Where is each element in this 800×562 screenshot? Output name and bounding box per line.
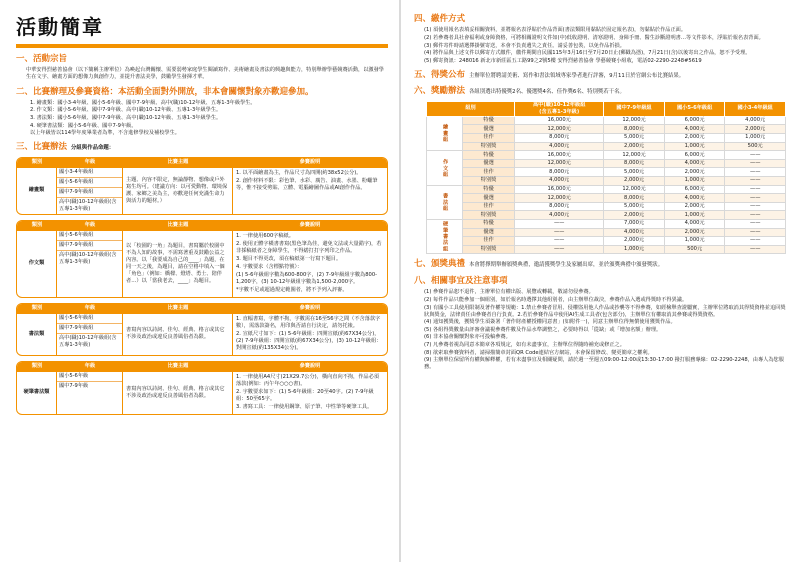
category-body <box>17 168 387 214</box>
category-header <box>17 221 387 231</box>
prize-amount: 4,000元 <box>664 159 725 168</box>
prize-col-senior: 高中(職)10-12年級組 (含五專1-3年級) <box>515 101 604 116</box>
category-theme: 書寫內容以詩詞、佳句、經典、格言或其它不涉及政治或違反良善風俗者為限。 <box>123 314 233 355</box>
grade-item: 國小3-4年級組 <box>57 168 122 178</box>
header-category: 類別 <box>31 305 43 312</box>
awards-body: 各組別選出特優獎2名、優選獎4名、佳作獎6名、特別獎若干名。 <box>469 89 625 96</box>
header-category: 類別 <box>31 159 43 165</box>
grade-list <box>57 372 123 414</box>
prize-amount: 2,000元 <box>725 125 786 134</box>
list-item: (3) 有國小工具使用限制及著作權等規範：1.禁止參賽者冒用、侵權盜用他人作品或抄襲等不得參賽，如經檢舉查證屬實，主辦單位將取消其得獎資格並追回獎狀與獎金，法律責任由參賽者自行負責。2.若於參賽作品中使用AI生成工具者(包含部分)，主辦單位有權取消其參賽或得獎資格。 <box>424 304 786 318</box>
grade-item: 高中(職)10-12年級組(含五專1-3年級) <box>59 251 117 265</box>
prize-rank: 優選 <box>463 194 515 203</box>
prize-row <box>427 177 786 186</box>
category-body <box>17 231 387 297</box>
grade-item: 高中(職)10-12年級組(含五專1-3年級) <box>59 198 117 212</box>
category-box-painting <box>16 157 388 215</box>
prize-amount: 2,000元 <box>604 211 665 220</box>
category-header <box>17 362 387 372</box>
prize-rank: 優選 <box>463 125 515 134</box>
prize-amount: 1,000元 <box>664 211 725 220</box>
eligibility-heading-emphasis: 本活動全面對外開放，非本會關懷對象亦歡迎參加。 <box>118 86 314 97</box>
category-name: 繪畫類 <box>17 168 57 214</box>
category-header <box>17 304 387 314</box>
grade-list <box>57 168 123 214</box>
prize-amount: 2,000元 <box>604 142 665 151</box>
prize-amount: —— <box>725 151 786 160</box>
prize-group-name: 硬筆書法組 <box>427 220 463 254</box>
list-item: 1. 繪畫類：國小3-4年級、國小5-6年級、國中7-9年級、高中(職)10-12年級、五專1-3年級學生。 <box>30 99 256 106</box>
prize-amount: 16,000元 <box>515 185 604 194</box>
prize-amount: 12,000元 <box>515 125 604 134</box>
grade-item: 國小5-6年級組 <box>57 231 122 241</box>
grade-item: 國小5-6年級組 <box>57 178 122 188</box>
announcement-body: 主辦單位將聘請美術、寫作和書法領域專家學者進行評審，9月11日於官網公布比賽結果。 <box>469 72 685 79</box>
header-theme: 比賽主題 <box>167 222 189 229</box>
list-item: (6) 非本協會關懷對象亦可投稿參賽。 <box>424 334 511 341</box>
prize-rank: 佳作 <box>463 168 515 177</box>
section-eligibility-heading <box>16 87 388 98</box>
prize-amount: 4,000元 <box>664 125 725 134</box>
prize-amount: 1,000元 <box>664 237 725 246</box>
grade-item: 國中7-9年級 <box>59 383 89 390</box>
prize-row <box>427 151 786 160</box>
prize-amount: 2,000元 <box>664 134 725 143</box>
note-item: 4. 字數要求（含標點符號）： <box>236 263 303 270</box>
prize-amount: 16,000元 <box>515 116 604 125</box>
prize-amount: —— <box>725 228 786 237</box>
header-notes: 參賽說明 <box>299 305 321 312</box>
note-item: 2. 宣紙尺寸如下：(1) 5-6年級組：四開宣紙(約67X34公分)，(2) 7-9年級組：四開宣紙(約67X34公分)，(3) 10-12年級組：對開宣紙(約135X34公分)。 <box>236 330 382 351</box>
prize-rank: 特優 <box>463 116 515 125</box>
prize-amount: 1,000元 <box>664 142 725 151</box>
prize-amount: 6,000元 <box>664 185 725 194</box>
category-notes <box>233 168 387 214</box>
category-box-calligraphy <box>16 303 388 356</box>
note-item: (1) 5-6年級組字數為600-800字，(2) 7-9年級組字數為800-1,200字，(3) 10-12年級組字數為1,500-2,000字。 <box>236 271 378 285</box>
eligibility-heading-text: 二、比賽辦理及參賽資格： <box>16 86 119 97</box>
prize-row <box>427 220 786 229</box>
prize-rank: 特別獎 <box>463 177 515 186</box>
prize-amount: 1,000元 <box>725 134 786 143</box>
category-body <box>17 314 387 355</box>
prize-amount: 8,000元 <box>604 159 665 168</box>
prize-amount: —— <box>515 228 604 237</box>
prize-rank: 特別獎 <box>463 142 515 151</box>
category-box-hard-pen <box>16 361 388 415</box>
header-theme: 比賽主題 <box>167 305 189 312</box>
prize-amount: 2,000元 <box>664 228 725 237</box>
note-item: 1. 一律使用600字稿紙。 <box>236 232 294 239</box>
prize-amount: 16,000元 <box>515 151 604 160</box>
prize-amount: —— <box>725 177 786 186</box>
prize-rank: 優選 <box>463 228 515 237</box>
list-item: (5) 郵寄資訊：248016 新北市新莊區五工路99之2號5樓 安得烈慈善協會 學藝競賽小組收，電話02-2290-2248#5619 <box>424 57 702 64</box>
prize-row <box>427 116 786 125</box>
prize-row <box>427 245 786 254</box>
eligibility-list <box>30 100 388 137</box>
header-grade: 年級 <box>84 305 96 312</box>
note-item: 1. 以平面繪畫為主，作品尺寸為四開(約38x52公分)。 <box>236 169 362 176</box>
category-theme: 書寫內容以詩詞、佳句、經典、格言或其它不涉及政治或違反良善風俗者為限。 <box>123 372 233 414</box>
prize-amount: 12,000元 <box>604 151 665 160</box>
list-item: (9) 主辦單位保留所有權與解釋權，若有未盡事宜及相關疑問，請於週一至週五09:00-12:00或13:30-17:00 撥打服務專線：02-2290-2248，由專人為您服務。 <box>424 357 784 371</box>
prize-row <box>427 168 786 177</box>
grade-item: 高中(職)10-12年級組(含五專1-3年級) <box>59 334 117 348</box>
header-grade: 年級 <box>84 222 96 229</box>
list-item: (8) 欲索取參賽資料者，請掃描簡章封面QR Code連結官方網站，本會保留修改、變更簡章之權利。 <box>424 349 653 356</box>
header-notes: 參賽說明 <box>299 363 321 370</box>
list-item: (2) 每件作品只能參加一個組別，如於報名時選擇其他組別者，由主辦單位裁決，參賽作品入選或得獎時不得異議。 <box>424 296 688 303</box>
prize-amount: —— <box>725 168 786 177</box>
prize-amount: 4,000元 <box>515 211 604 220</box>
category-theme: 主題、內容不限定，無論靜物、想像或戶外寫生均可。（建議方向：以可愛動物、環境保護、家鄉之美為主，亦歡迎任何充滿生命力與活力的題材。） <box>123 168 233 214</box>
rules-heading-text: 三、比賽辦法 <box>16 142 68 153</box>
prize-amount: 2,000元 <box>664 202 725 211</box>
grade-item: 國小5-6年級 <box>57 372 122 382</box>
prize-amount: 12,000元 <box>604 116 665 125</box>
grade-item: 國中7-9年級組 <box>57 188 122 198</box>
header-category: 類別 <box>31 363 43 370</box>
prize-rank: 佳作 <box>463 237 515 246</box>
prize-amount: 12,000元 <box>604 185 665 194</box>
prize-amount: —— <box>725 185 786 194</box>
prize-amount: 12,000元 <box>515 159 604 168</box>
note-item: 1. 直幅書寫，字體不拘，字數需在16至56字之間（不含落款字數），需落款簽名，用印與否請自行決定，請勿托裱。 <box>236 315 381 329</box>
prize-amount: —— <box>725 194 786 203</box>
grade-item: 國小5-6年級組 <box>57 314 122 324</box>
prize-amount: 4,000元 <box>604 228 665 237</box>
prize-amount: —— <box>725 211 786 220</box>
prize-row <box>427 194 786 203</box>
ceremony-heading-text: 七、頒獎典禮 <box>414 259 466 270</box>
prize-row <box>427 202 786 211</box>
title-underline <box>16 44 388 48</box>
list-item: (4) 通知獲獎後，獲獎學生須簽署「著作財產權授權同意書」(如附件一)，同意主辦單位得無償使用獲獎作品。 <box>424 319 676 326</box>
list-item: 2. 作文類：國小5-6年級、國中7-9年級、高中(職)10-12年級、五專1-3年級學生。 <box>30 107 222 114</box>
list-item: (4) 將作品與上述文件以郵寄方式繳件，繳件期間自民國115年3月16日至7月20日止(郵戳為憑)，7月21日(含)以後寄出之作品，恕不予受理。 <box>424 50 751 57</box>
list-item: 4. 硬筆書法類：國小5-6年級、國中7-9年級。 <box>30 122 137 129</box>
list-item: (3) 郵件寄件時請選擇掛號寄送，本會不負責遺失之責任。請妥善包裝，以免作品折損。 <box>424 42 625 49</box>
note-item: 2. 字數要求如下：(1) 5-6年級組：20至40字。(2) 7-9年級組：50至65字。 <box>236 388 374 402</box>
awards-heading-text: 六、獎勵辦法 <box>414 86 466 97</box>
prize-amount: 1,000元 <box>604 245 665 254</box>
category-body <box>17 372 387 414</box>
note-item: 1. 一律使用A4尺寸(21X29.7公分)，橫向直向不拘，作品必須落款(例如：丙午年○○○書)。 <box>236 373 379 387</box>
prize-col-group: 組別 <box>427 101 515 116</box>
category-name: 書法類 <box>17 314 57 355</box>
header-grade: 年級 <box>84 363 96 370</box>
grade-list <box>57 314 123 355</box>
prize-rank: 特優 <box>463 151 515 160</box>
prize-row <box>427 228 786 237</box>
prize-table-body <box>427 116 786 254</box>
prize-amount: 8,000元 <box>515 168 604 177</box>
header-category: 類別 <box>31 222 43 229</box>
prize-amount: 2,000元 <box>604 177 665 186</box>
section-notes-heading: 八、相關事宜及注意事項 <box>414 275 508 286</box>
prize-col-junior: 國中7-9年級組 <box>604 101 665 116</box>
grade-item: 國中7-9年級組 <box>57 324 122 334</box>
prize-row <box>427 142 786 151</box>
section-ceremony-heading <box>414 259 786 270</box>
prize-amount: 5,000元 <box>604 168 665 177</box>
note-item: 3. 題目不得更改，須在稿紙第一行寫下題目。 <box>236 255 342 262</box>
grade-item: 國中7-9年級組 <box>57 241 122 251</box>
category-notes <box>233 314 387 355</box>
section-purpose-heading: 一、活動宗旨 <box>16 54 68 64</box>
note-item: 2. 使用正體字橫書書寫(黑色筆為佳，避免文法或大量錯字)，若非採稿紙者之身障學生，不得繕打打字列印之作品。 <box>236 240 382 254</box>
prize-rank: 特別獎 <box>463 245 515 254</box>
prize-amount: —— <box>515 237 604 246</box>
header-theme: 比賽主題 <box>167 363 189 370</box>
prize-group-name: 書法組 <box>427 185 463 219</box>
prize-amount: —— <box>725 202 786 211</box>
header-notes: 參賽說明 <box>299 159 321 165</box>
prize-table <box>426 101 786 255</box>
prize-row <box>427 185 786 194</box>
prize-rank: 佳作 <box>463 202 515 211</box>
prize-amount: —— <box>515 220 604 229</box>
rules-subheading: 分組與作品命題： <box>71 145 115 152</box>
header-theme: 比賽主題 <box>167 159 189 165</box>
prize-amount: 4,000元 <box>664 220 725 229</box>
prize-col-elem56: 國小5-6年級組 <box>664 101 725 116</box>
list-item: 3. 書法類：國小5-6年級、國中7-9年級、高中(職)10-12年級、五專1-3年級學生。 <box>30 115 222 121</box>
list-item: (1) 須使用報名表填妥相關資料，並將報名表浮貼於作品背面(書法類限用黏貼於固定報名表)，勿黏貼於作品正面。 <box>424 27 687 34</box>
prize-amount: 1,000元 <box>664 177 725 186</box>
list-item: (1) 參賽作品恕不退件，主辦單位有權出版、展覽或轉載，敬請勿侵參賽。 <box>424 289 594 296</box>
prize-rank: 特優 <box>463 185 515 194</box>
prize-amount: 5,000元 <box>604 202 665 211</box>
category-header <box>17 158 387 168</box>
prize-amount: 4,000元 <box>664 194 725 203</box>
category-theme: 以「校園的一角」為題目，書寫屬於校園中不為人知的故事，不需寫著重及鼓勵公益之內容。以「我要成為自己的____」為題，在同一天之後，為題目，請在空格中填入一個「角色」（例如：橋樑、燈塔、勇士、陪伴者…）以「當我老去，____」為題目。 <box>123 231 233 297</box>
section-rules-heading <box>16 142 388 153</box>
category-box-essay <box>16 220 388 298</box>
list-item: (7) 凡參賽者視為同意本簡章各項規定，如有未盡事宜，主辦單位得隨時補充或修正之。 <box>424 342 625 348</box>
prize-amount: 8,000元 <box>515 202 604 211</box>
submission-list <box>424 27 786 64</box>
ceremony-body: 本會將擇期舉辦頒獎典禮，邀請獲獎學生及家屬出席，並於頒獎典禮中頒發獎狀。 <box>469 262 664 269</box>
prize-row <box>427 237 786 246</box>
prize-row <box>427 125 786 134</box>
prize-amount: 4,000元 <box>725 116 786 125</box>
prize-amount: 8,000元 <box>604 194 665 203</box>
prize-amount: —— <box>725 245 786 254</box>
prize-amount: —— <box>725 159 786 168</box>
prize-rank: 佳作 <box>463 134 515 143</box>
note-item: 3. 書寫工具：一律使用鋼筆、原子筆、中性筆等硬筆工具。 <box>236 403 373 410</box>
prize-amount: 4,000元 <box>515 142 604 151</box>
category-name: 作文類 <box>17 231 57 297</box>
list-item: (5) 各組得獎數量由評審會議視參賽件數及作品水準調整之，必要時得以「從缺」或「增加名額」辦理。 <box>424 326 662 333</box>
prize-col-elem34: 國小3-4年級組 <box>725 101 786 116</box>
list-item: 以上年級皆以114學年度畢業者為準，不含進修學校及補校學生。 <box>30 130 180 137</box>
prize-row <box>427 134 786 143</box>
prize-amount: 5,000元 <box>604 134 665 143</box>
header-grade: 年級 <box>84 159 96 165</box>
note-item: 2. 創作材料不限：彩色筆、水彩、廣告、油畫、水墨、粉蠟筆等，惟不接受剪貼、立體、電腦繪圖作品或AI創作作品。 <box>236 177 378 191</box>
prize-amount: 8,000元 <box>604 125 665 134</box>
prize-amount: 12,000元 <box>515 194 604 203</box>
category-name: 硬筆書法類 <box>17 372 57 414</box>
prize-amount: 500元 <box>725 142 786 151</box>
prize-group-name: 繪畫組 <box>427 116 463 150</box>
section-announcement-heading <box>414 70 786 81</box>
prize-amount: 8,000元 <box>515 134 604 143</box>
notes-list <box>424 289 786 371</box>
prize-rank: 優選 <box>463 159 515 168</box>
section-submission-heading: 四、繳件方式 <box>414 14 466 24</box>
prize-amount: 4,000元 <box>515 177 604 186</box>
prize-group-name: 作文組 <box>427 151 463 185</box>
right-column <box>400 0 800 562</box>
page-title: 活動簡章 <box>16 15 104 39</box>
prize-row <box>427 159 786 168</box>
grade-list <box>57 231 123 297</box>
header-notes: 參賽說明 <box>299 222 321 229</box>
announcement-heading-text: 五、得獎公布 <box>414 69 466 80</box>
prize-amount: —— <box>515 245 604 254</box>
prize-amount: —— <box>725 237 786 246</box>
section-purpose-body: 中華安得烈慈善協會（以下簡稱主辦單位）為喚起台灣關懷、需要弱勢家庭學生閱讀寫作、美術繪畫及書法的興趣與能力，特別舉辦學藝競賽活動，以激發學生在文字、繪畫方面的想像力與創作力，並提升書法美學，鼓勵學生發揮才華。 <box>26 67 384 81</box>
list-item: (2) 若參賽者具社會福利或身障資格，可將相關證明文件如(中)低收證明、清寒證明、身障手冊、醫生診斷證明書…等文件影本，浮貼於報名表背面。 <box>424 35 764 42</box>
prize-amount: —— <box>725 220 786 229</box>
prize-amount: 2,000元 <box>604 237 665 246</box>
prize-amount: 6,000元 <box>664 151 725 160</box>
prize-amount: 2,000元 <box>664 168 725 177</box>
prize-table-header-row <box>427 101 786 116</box>
prize-amount: 7,000元 <box>604 220 665 229</box>
note-item: *字數不足或超過規定範圍者，將不予列入評審。 <box>236 286 348 293</box>
prize-amount: 6,000元 <box>664 116 725 125</box>
section-awards-heading <box>414 86 786 97</box>
category-notes <box>233 372 387 414</box>
category-notes <box>233 231 387 297</box>
prize-rank: 特別獎 <box>463 211 515 220</box>
prize-rank: 特優 <box>463 220 515 229</box>
prize-row <box>427 211 786 220</box>
prize-amount: 500元 <box>664 245 725 254</box>
